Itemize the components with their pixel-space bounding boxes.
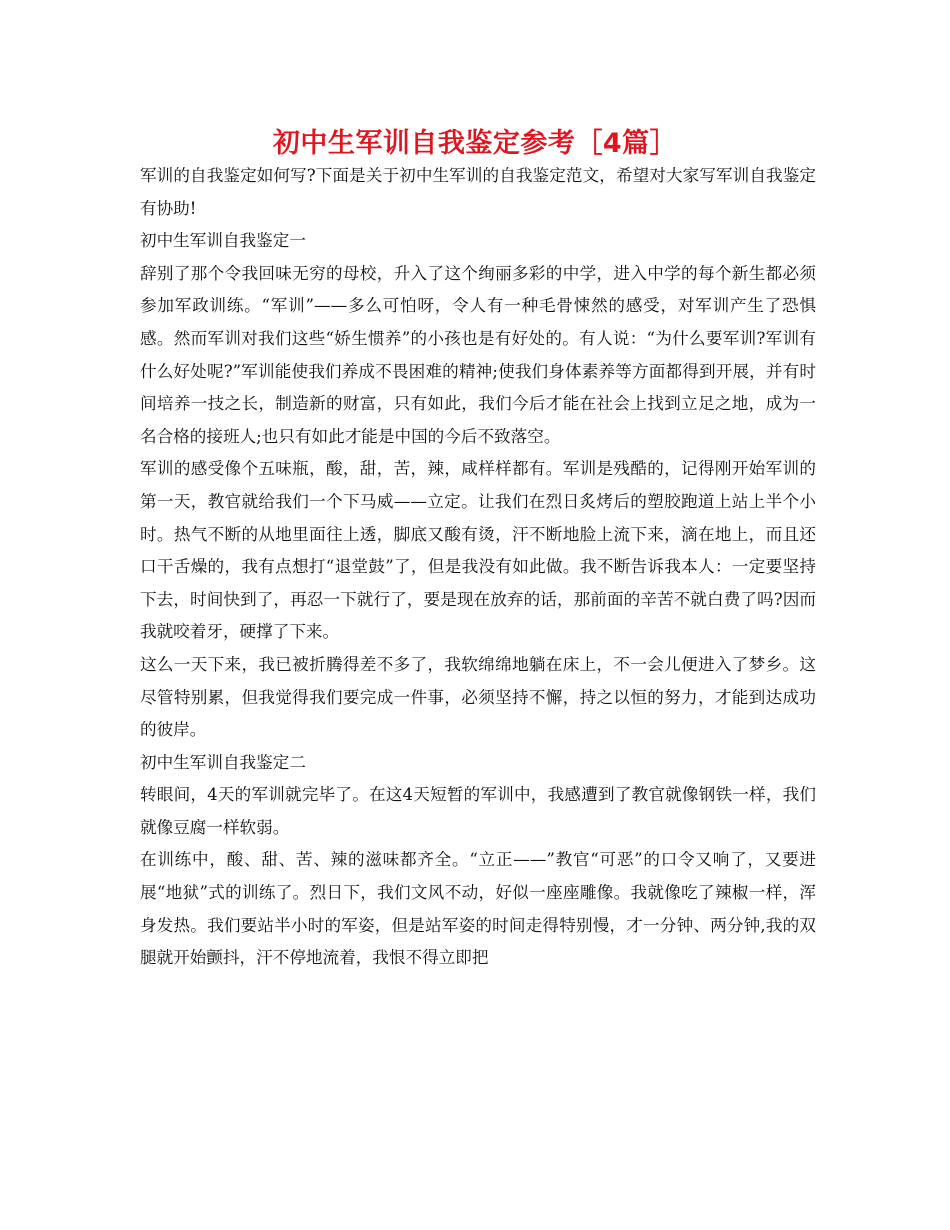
section-heading-2: 初中生军训自我鉴定二 xyxy=(140,752,306,772)
body-paragraph: 转眼间，4天的军训就完毕了。在这4天短暂的军训中，我感遭到了教官就像钢铁一样，我们就像豆腐一样软弱。 xyxy=(140,785,816,837)
body-paragraph: 这么一天下来，我已被折腾得差不多了，我软绵绵地躺在床上，不一会儿便进入了梦乡。这尽管特别累，但我觉得我们要完成一件事，必须坚持不懈，持之以恒的努力，才能到达成功的彼岸。 xyxy=(140,654,816,740)
document-title: 初中生军训自我鉴定参考［4篇］ xyxy=(272,128,678,159)
body-paragraph: 辞别了那个令我回味无穷的母校，升入了这个绚丽多彩的中学，进入中学的每个新生都必须参加军政训练。“军训”——多么可怕呀，令人有一种毛骨悚然的感受，对军训产生了恐惧感。然而军训对我们这些“娇生惯养”的小孩也是有好处的。有人说：“为什么要军训?军训有什么好处呢?”军训能使我们养成不畏困难的精神;使我们身体素养等方面都得到开展，并有时间培养一技之长，制造新的财富，只有如此，我们今后才能在社会上找到立足之地，成为一名合格的接班人;也只有如此才能是中国的今后不致落空。 xyxy=(140,263,816,446)
body-paragraph: 军训的感受像个五味瓶，酸，甜，苦，辣，咸样样都有。军训是残酷的，记得刚开始军训的第一天，教官就给我们一个下马威——立定。让我们在烈日炙烤后的塑胶跑道上站上半个小时。热气不断的从地里面往上透，脚底又酸有烫，汗不断地脸上流下来，滴在地上，而且还口干舌燥的，我有点想打“退堂鼓”了，但是我没有如此做。我不断告诉我本人：一定要坚持下去，时间快到了，再忍一下就行了，要是现在放弃的话，那前面的辛苦不就白费了吗?因而我就咬着牙，硬撑了下来。 xyxy=(140,459,816,642)
intro-paragraph: 军训的自我鉴定如何写?下面是关于初中生军训的自我鉴定范文，希望对大家写军训自我鉴定有协助! xyxy=(140,166,816,218)
section-heading-1: 初中生军训自我鉴定一 xyxy=(140,231,306,251)
body-paragraph: 在训练中，酸、甜、苦、辣的滋味都齐全。“立正——”教官“可恶”的口令又响了，又要进展“地狱”式的训练了。烈日下，我们文风不动，好似一座座雕像。我就像吃了辣椒一样，浑身发热。我们要站半小时的军姿，但是站军姿的时间走得特别慢，才一分钟、两分钟,我的双腿就开始颤抖，汗不停地流着，我恨不得立即把 xyxy=(140,850,816,968)
document-body xyxy=(140,160,816,975)
